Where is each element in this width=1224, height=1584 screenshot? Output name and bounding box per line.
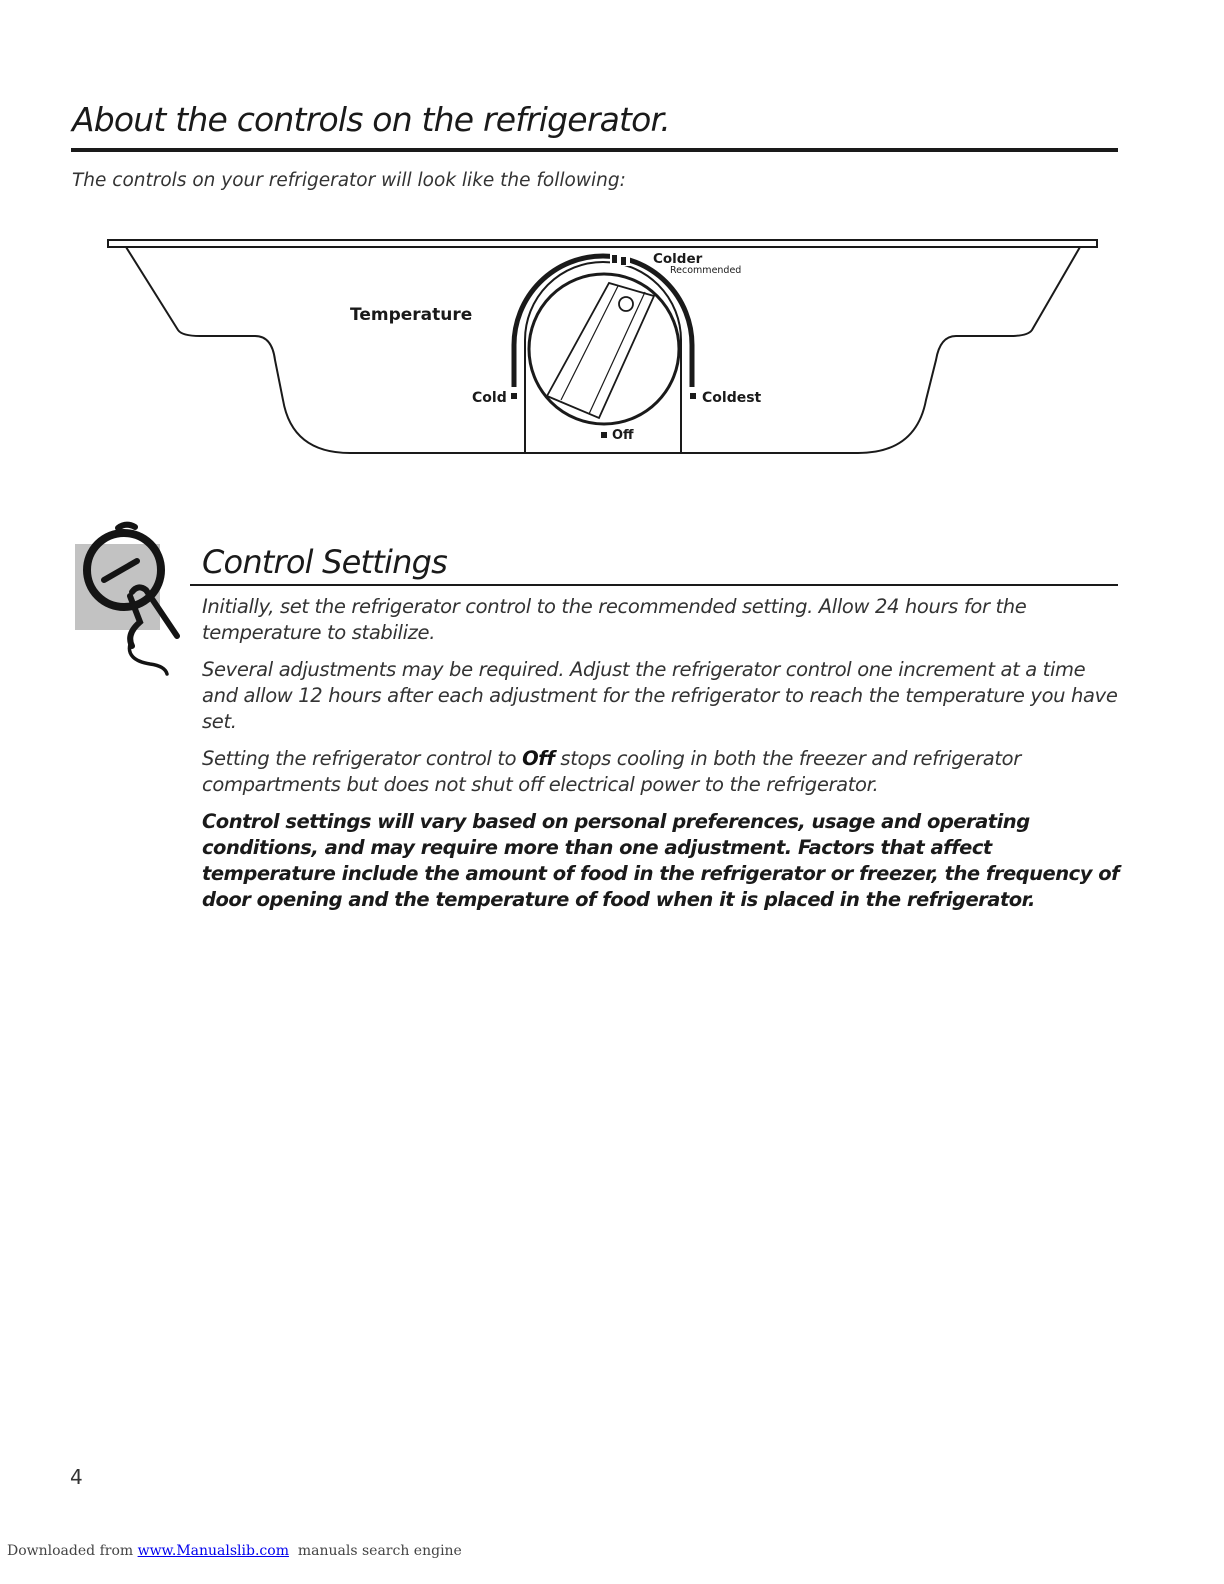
bold-note: Control settings will vary based on personal preferences, usage and operating conditions, and may require more than one adjustment. Factors that affect temperature include the amount of food in the refrigerator or freezer, the frequency of door opening and the temperature of food when it is placed in the refrigerator. (202, 810, 1120, 911)
off-text-before: Setting the refrigerator control to (202, 747, 523, 770)
colder-label: Colder (653, 251, 703, 267)
panel-top-plate (108, 240, 1097, 247)
recommended-label: Recommended (670, 265, 742, 276)
download-footer (7, 1543, 462, 1559)
page-title: About the controls on the refrigerator. (72, 100, 670, 139)
cold-label: Cold (472, 390, 507, 406)
paragraph-off-setting (202, 746, 1120, 798)
section-title: Control Settings (202, 543, 447, 581)
section-divider (190, 584, 1118, 586)
off-keyword: Off (522, 747, 555, 770)
colder-tick (621, 257, 626, 265)
knob-indicator-dot (619, 297, 633, 311)
off-tick (601, 432, 607, 438)
coldest-label: Coldest (702, 390, 762, 406)
paragraph-initial-setting: Initially, set the refrigerator control to the recommended setting. Allow 24 hours for the temperature to stabilize. (202, 595, 1027, 644)
intro-text: The controls on your refrigerator will look like the following: (72, 170, 626, 191)
hand-turning-dial-icon (72, 518, 184, 680)
paragraph-adjustments: Several adjustments may be required. Adjust the refrigerator control one increment at a time and allow 12 hours after each adjustment for the refrigerator to reach the temperature you have set. (202, 658, 1118, 733)
off-label: Off (612, 428, 634, 443)
control-settings-text (202, 594, 1120, 924)
title-divider (71, 148, 1118, 152)
off-text-after: stops cooling in both the freezer and refrigerator compartments but does not shut off electrical power to the refrigerator. (202, 747, 1021, 796)
manualslib-link[interactable]: www.Manualslib.com (137, 1543, 289, 1559)
footer-suffix: manuals search engine (288, 1543, 462, 1559)
control-panel-diagram (100, 236, 1104, 462)
control-knob (529, 274, 679, 424)
cold-tick (511, 393, 517, 399)
coldest-tick (690, 393, 696, 399)
footer-prefix: Downloaded from (7, 1543, 138, 1559)
page-number: 4 (70, 1465, 83, 1489)
temperature-label: Temperature (350, 305, 473, 325)
recommended-tick (612, 255, 617, 263)
